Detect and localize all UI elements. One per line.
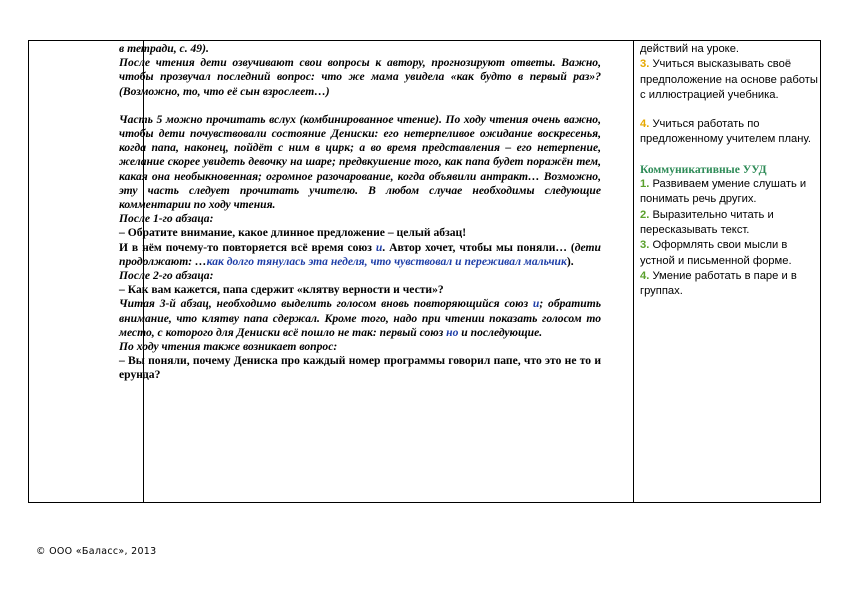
- para-notebook: в тетради, с. 49).: [119, 42, 209, 55]
- para-after-reading: После чтения дети озвучивают свои вопросы к автору, прогнозируют ответы. Важно, чтобы прозвучал последний вопрос: что же мама увидела «как будто в первый раз»? (Возможно, то, что её сын взрослеет…): [119, 56, 601, 98]
- uud-item: 4. Учиться работать по предложенному учителем плану.: [640, 118, 811, 146]
- uud-heading: Коммуникативные УУД: [640, 162, 767, 176]
- para-oath: – Как вам кажется, папа сдержит «клятву верности и чести»?: [119, 283, 444, 297]
- uud-item: 3. Учиться высказывать своё предположение на основе работы с иллюстрацией учебника.: [640, 58, 818, 101]
- heading-after-2: После 2-го абзаца:: [119, 269, 214, 283]
- uud-item: 1. Развиваем умение слушать и понимать речь других.: [640, 178, 807, 206]
- para-question: – Вы поняли, почему Дениска про каждый номер программы говорил папе, что это не то и ерунда?: [119, 354, 601, 382]
- para-part5: Часть 5 можно прочитать вслух (комбинированное чтение). По ходу чтения очень важно, чтобы дети почувствовали состояние Дениски: его нетерпеливое ожидание воскресенья, когда папа, наконец, пойдёт с ним в цирк; а во время представления – его нетерпение, желание скорее увидеть девочку на шаре; предвкушение того, как папа будет поражён тем, какая она необыкновенная; огромное разочарование, когда объявили антракт… Возможно, эту часть следует прочитать учителю. В любом случае необходимы следующие комментарии по ходу чтения.: [119, 112, 601, 212]
- uud-item: 2. Выразительно читать и пересказывать текст.: [640, 208, 774, 236]
- uud-item: 3. Оформлять свои мысли в устной и письменной форме.: [640, 239, 792, 267]
- para-third: Читая 3-й абзац, необходимо выделить голосом вновь повторяющийся союз и; обратить внимание, что клятву папа сдержал. Кроме того, надо при чтении показать голосом то место, с которого для Дениски всё пошло не так: первый союз но и последующие.: [119, 297, 602, 339]
- lesson-text: [119, 42, 601, 383]
- para-long-sentence: – Обратите внимание, какое длинное предложение – целый абзац!: [119, 226, 467, 240]
- heading-question: По ходу чтения также возникает вопрос:: [119, 340, 338, 354]
- heading-after-1: После 1-го абзаца:: [119, 212, 214, 226]
- uud-item: 4. Умение работать в паре и в группах.: [640, 269, 797, 298]
- uud-column: [640, 42, 818, 299]
- para-conjunction: И в нём почему-то повторяется всё время союз и. Автор хочет, чтобы мы поняли… (дети продолжают: …как долго тянулась эта неделя, что чувствовал и переживал мальчик).: [119, 240, 602, 268]
- copyright-footer: © ООО «Баласс», 2013: [36, 546, 157, 557]
- uud-line: действий на уроке.: [640, 43, 740, 55]
